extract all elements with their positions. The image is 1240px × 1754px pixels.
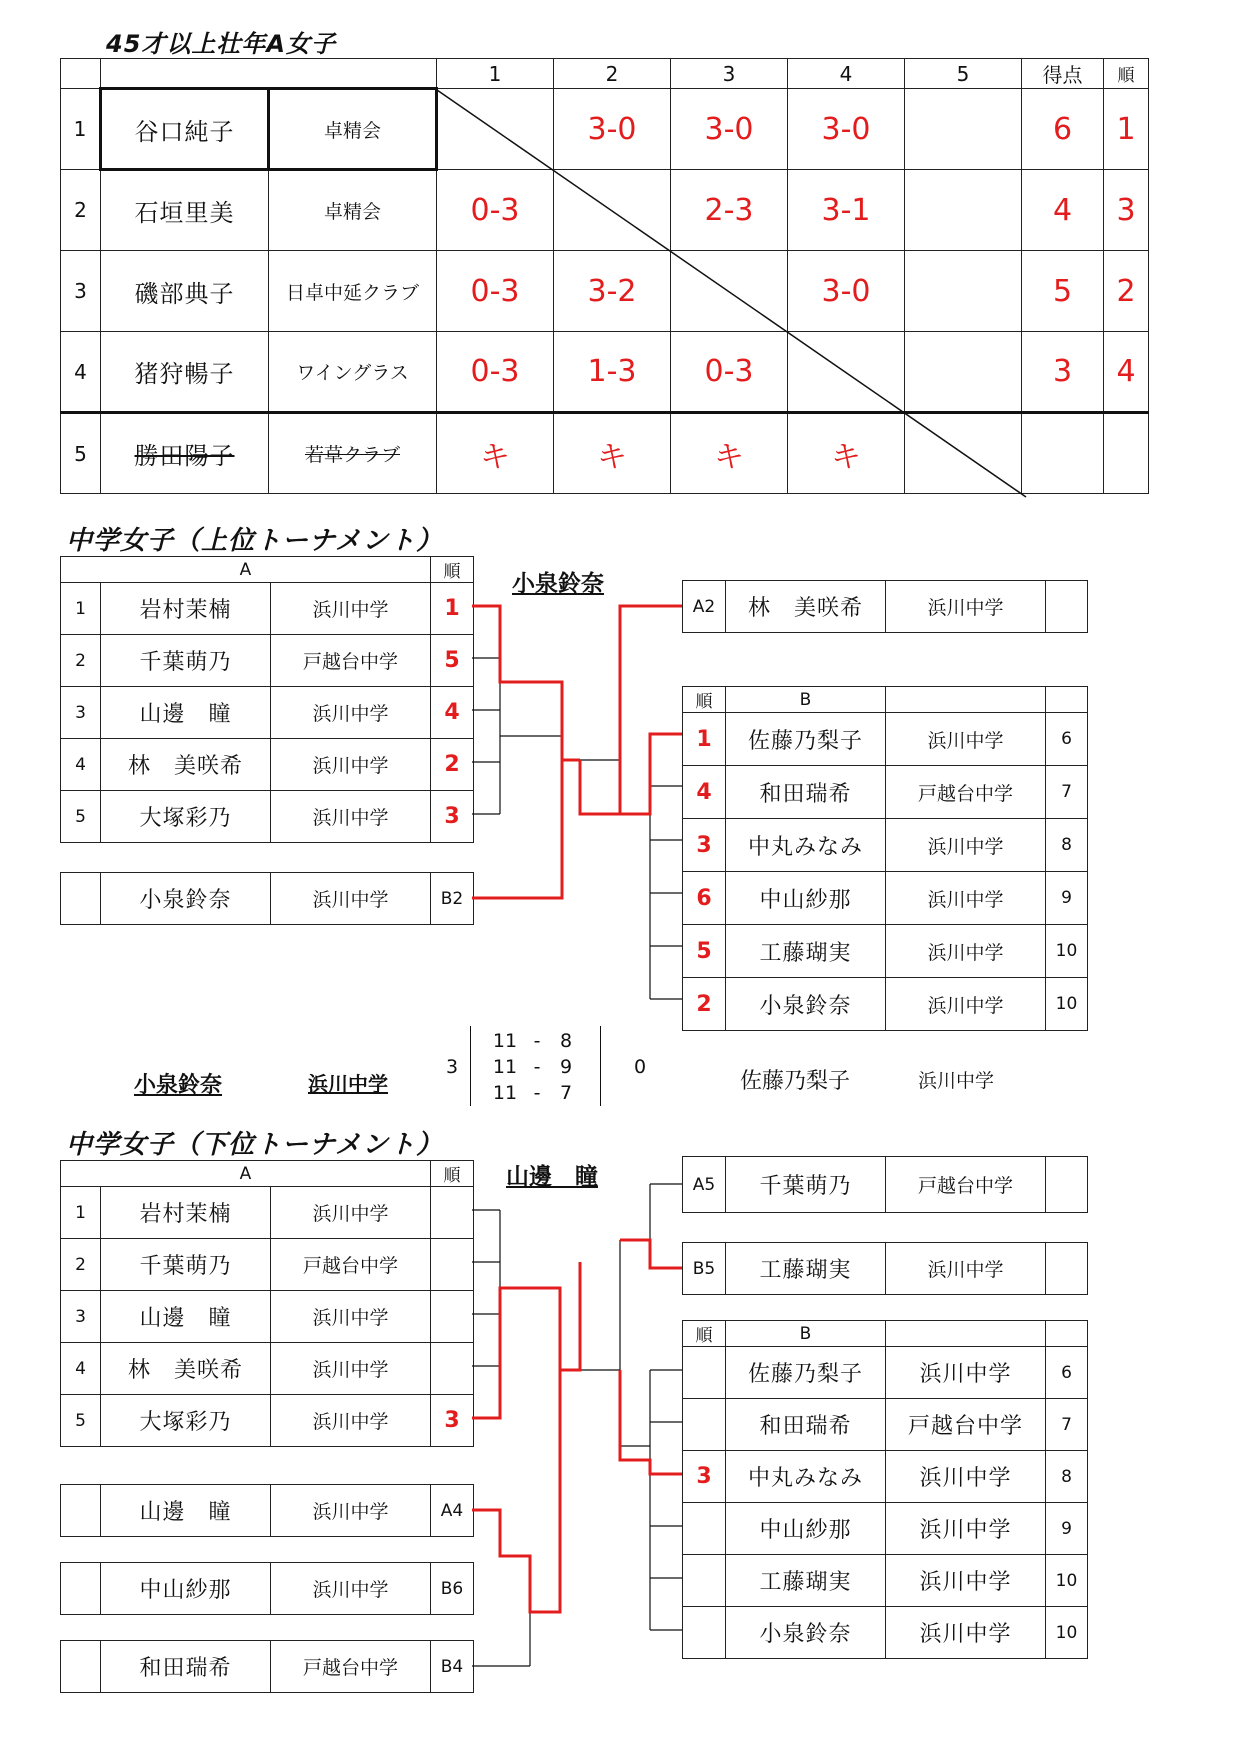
entry-school: 浜川中学 [271,1485,431,1537]
entry-name: 中山紗那 [726,872,886,925]
entry-no: 2 [61,635,101,687]
entry-code: B4 [431,1641,474,1693]
entry-school: 戸越台中学 [886,1399,1046,1451]
entry-name: 大塚彩乃 [101,791,271,843]
player-rank: 1 [1104,89,1149,170]
player-no: 3 [61,251,101,332]
entry-school: 浜川中学 [271,739,431,791]
entry-rank: 1 [431,583,474,635]
entry-school: 浜川中学 [886,872,1046,925]
entry-school: 戸越台中学 [271,1239,431,1291]
entry-school: 浜川中学 [271,1395,431,1447]
player-rank: 2 [1104,251,1149,332]
entry-rank: 4 [683,766,726,819]
league-header: 4 [788,59,905,89]
lower-title: 中学女子（下位トーナメント） [66,1130,443,1160]
entry-school: 戸越台中学 [271,1641,431,1693]
entry-name: 岩村茉楠 [101,1187,271,1239]
match-result: 3-1 [788,170,905,251]
entry-rank: 3 [683,1451,726,1503]
player-club: 卓精会 [269,89,437,170]
entry-name: 林 美咲希 [101,739,271,791]
rank-header: 順 [431,1161,474,1187]
entry-rank: 3 [431,791,474,843]
entry-name: 和田瑞希 [726,1399,886,1451]
final-loser: 佐藤乃梨子 [740,1069,851,1094]
entry-rank: 5 [431,635,474,687]
entry-name: 千葉萌乃 [726,1157,886,1213]
entry-no: 6 [1046,1347,1088,1399]
final-game-score: 11 - 9 [492,1056,573,1078]
match-result: 0-3 [437,170,554,251]
entry-name: 和田瑞希 [101,1641,271,1693]
entry-name: 中丸みなみ [726,1451,886,1503]
entry-name: 林 美咲希 [726,581,886,633]
entry-no: 4 [61,739,101,791]
entry-no: 7 [1046,766,1088,819]
match-result: 3-2 [554,251,671,332]
rank-header: 順 [431,557,474,583]
upper-title: 中学女子（上位トーナメント） [66,526,443,556]
entry-name: 中山紗那 [726,1503,886,1555]
player-club: ワイングラス [269,332,437,413]
match-result: 3-0 [671,89,788,170]
entry-school: 浜川中学 [886,1243,1046,1295]
entry-school: 浜川中学 [886,1607,1046,1659]
player-rank: 4 [1104,332,1149,413]
group-label: A [61,1161,431,1187]
entry-name: 小泉鈴奈 [726,978,886,1031]
league-header: 5 [905,59,1022,89]
entry-school: 浜川中学 [886,1503,1046,1555]
entry-school: 浜川中学 [886,1555,1046,1607]
player-points: 6 [1022,89,1104,170]
entry-rank: 3 [431,1395,474,1447]
league-title: 45才以上壮年A女子 [106,30,336,58]
match-result: 3-0 [788,89,905,170]
entry-rank: 1 [683,713,726,766]
entry-name: 佐藤乃梨子 [726,713,886,766]
entry-name: 山邊 瞳 [101,1291,271,1343]
player-name: 谷口純子 [101,89,269,170]
final-loser-school: 浜川中学 [918,1070,995,1092]
final-game-score: 11 - 8 [492,1030,573,1052]
entry-name: 中山紗那 [101,1563,271,1615]
entry-no: 8 [1046,1451,1088,1503]
entry-name: 大塚彩乃 [101,1395,271,1447]
entry-school: 浜川中学 [886,978,1046,1031]
match-result: キ [671,413,788,494]
entry-no: 8 [1046,819,1088,872]
entry-name: 和田瑞希 [726,766,886,819]
upper-champion: 小泉鈴奈 [512,571,604,597]
rank-header: 順 [683,1321,726,1347]
match-result: 0-3 [671,332,788,413]
entry-no: 3 [61,1291,101,1343]
entry-no: 2 [61,1239,101,1291]
player-club: 若草クラブ [269,413,437,494]
entry-code: A2 [683,581,726,633]
entry-name: 中丸みなみ [726,819,886,872]
league-header: 2 [554,59,671,89]
player-club: 日卓中延クラブ [269,251,437,332]
entry-no: 5 [61,791,101,843]
player-no: 2 [61,170,101,251]
league-header: 1 [437,59,554,89]
match-result: 3-0 [554,89,671,170]
entry-school: 浜川中学 [271,1343,431,1395]
final-winner-sets: 3 [446,1056,459,1078]
entry-name: 工藤瑚実 [726,1243,886,1295]
player-points: 4 [1022,170,1104,251]
entry-name: 千葉萌乃 [101,1239,271,1291]
entry-code: A5 [683,1157,726,1213]
player-no: 1 [61,89,101,170]
entry-code: A4 [431,1485,474,1537]
entry-name: 佐藤乃梨子 [726,1347,886,1399]
match-result: キ [554,413,671,494]
entry-school: 浜川中学 [886,925,1046,978]
entry-school: 浜川中学 [271,687,431,739]
match-result: 2-3 [671,170,788,251]
match-result: 1-3 [554,332,671,413]
entry-school: 浜川中学 [271,791,431,843]
entry-school: 浜川中学 [886,713,1046,766]
match-result: キ [788,413,905,494]
player-points: 3 [1022,332,1104,413]
lower-champion: 山邊 瞳 [506,1164,598,1190]
entry-name: 工藤瑚実 [726,925,886,978]
entry-no: 10 [1046,978,1088,1031]
entry-school: 戸越台中学 [886,766,1046,819]
entry-no: 1 [61,1187,101,1239]
entry-no: 9 [1046,1503,1088,1555]
entry-code: B6 [431,1563,474,1615]
player-club: 卓精会 [269,170,437,251]
match-result: 3-0 [788,251,905,332]
entry-rank: 2 [431,739,474,791]
entry-school: 浜川中学 [886,1347,1046,1399]
entry-no: 1 [61,583,101,635]
entry-name: 小泉鈴奈 [101,873,271,925]
entry-rank: 2 [683,978,726,1031]
group-label: B [726,687,886,713]
entry-name: 岩村茉楠 [101,583,271,635]
entry-name: 林 美咲希 [101,1343,271,1395]
player-no: 5 [61,413,101,494]
group-label: A [61,557,431,583]
entry-name: 山邊 瞳 [101,1485,271,1537]
player-name: 猪狩暢子 [101,332,269,413]
entry-code: B2 [431,873,474,925]
final-winner: 小泉鈴奈 [134,1073,223,1098]
match-result: 0-3 [437,251,554,332]
player-rank: 3 [1104,170,1149,251]
final-winner-school: 浜川中学 [308,1072,388,1096]
entry-rank: 6 [683,872,726,925]
entry-school: 浜川中学 [886,819,1046,872]
entry-name: 千葉萌乃 [101,635,271,687]
entry-no: 10 [1046,925,1088,978]
entry-name: 小泉鈴奈 [726,1607,886,1659]
entry-name: 工藤瑚実 [726,1555,886,1607]
league-header-points: 得点 [1022,59,1104,89]
match-result: 0-3 [437,332,554,413]
entry-school: 浜川中学 [886,581,1046,633]
entry-no: 5 [61,1395,101,1447]
league-header: 3 [671,59,788,89]
entry-rank: 5 [683,925,726,978]
group-label: B [726,1321,886,1347]
final-game-score: 11 - 7 [492,1082,573,1104]
entry-rank: 3 [683,819,726,872]
player-points: 5 [1022,251,1104,332]
entry-no: 6 [1046,713,1088,766]
entry-no: 4 [61,1343,101,1395]
entry-school: 浜川中学 [271,1187,431,1239]
player-no: 4 [61,332,101,413]
entry-name: 山邊 瞳 [101,687,271,739]
entry-no: 7 [1046,1399,1088,1451]
entry-no: 10 [1046,1607,1088,1659]
player-name: 石垣里美 [101,170,269,251]
entry-rank: 4 [431,687,474,739]
entry-school: 浜川中学 [271,583,431,635]
league-header-rank: 順 [1104,59,1149,89]
entry-no: 9 [1046,872,1088,925]
entry-school: 浜川中学 [271,873,431,925]
final-loser-sets: 0 [634,1056,647,1078]
entry-school: 浜川中学 [271,1563,431,1615]
entry-no: 3 [61,687,101,739]
entry-code: B5 [683,1243,726,1295]
player-name: 磯部典子 [101,251,269,332]
entry-school: 浜川中学 [271,1291,431,1343]
rank-header: 順 [683,687,726,713]
entry-school: 戸越台中学 [271,635,431,687]
entry-school: 浜川中学 [886,1451,1046,1503]
entry-school: 戸越台中学 [886,1157,1046,1213]
entry-no: 10 [1046,1555,1088,1607]
match-result: キ [437,413,554,494]
player-name: 勝田陽子 [101,413,269,494]
